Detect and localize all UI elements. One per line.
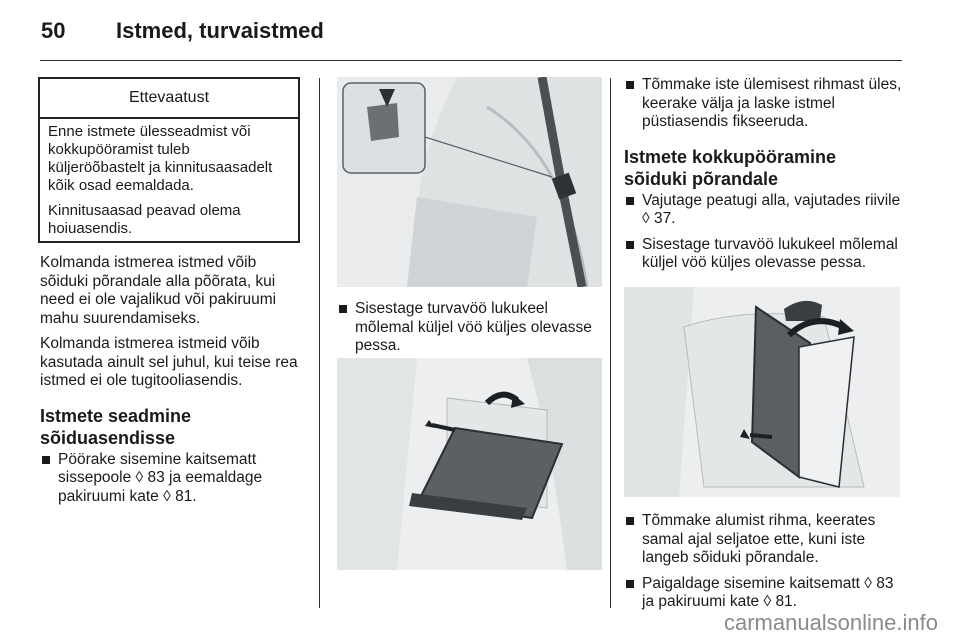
- list-item: [40, 451, 308, 507]
- illustration-seat-raise: [337, 358, 602, 570]
- list-item: [624, 192, 904, 229]
- column-2-text: [337, 300, 607, 356]
- section-heading-fold: Istmete kokkupööramine sõiduki põrandale: [624, 146, 837, 189]
- bullet-square-icon: [42, 456, 50, 464]
- warning-heading: Ettevaatust: [40, 79, 298, 119]
- paragraph-usage: Kolmanda istmerea istmeid võib kasutada ainult sel juhul, kui teise rea istmed ei ole tugitooliasendis.: [40, 335, 298, 389]
- section-heading-upright: Istmete seadmine sõiduasendisse: [40, 405, 192, 448]
- header-rule: [40, 60, 902, 61]
- illustration-seatbelt: [337, 77, 602, 287]
- column-divider-2: [610, 78, 611, 608]
- warning-box: [38, 77, 300, 243]
- list-item-text: Pöörake sisemine kaitsematt sissepoole ◊ 83 ja eemaldage pakiruumi kate ◊ 81.: [58, 450, 263, 505]
- bullet-square-icon: [626, 241, 634, 249]
- warning-paragraph-1: Enne istmete ülesseadmist või kokkupööramist tuleb küljeröõbastelt ja kinnitusaasadelt kõik osad eemaldada.: [48, 123, 273, 194]
- bullet-square-icon: [339, 305, 347, 313]
- list-item-text: Paigaldage sisemine kaitsematt ◊ 83 ja pakiruumi kate ◊ 81.: [642, 574, 894, 610]
- bullet-square-icon: [626, 197, 634, 205]
- list-item: [624, 236, 904, 273]
- page-title: Istmed, turvaistmed: [116, 18, 324, 43]
- column-3-top-text: [624, 76, 904, 273]
- bullet-square-icon: [626, 517, 634, 525]
- page-number: 50: [41, 18, 66, 43]
- list-item-text: Tõmmake iste ülemisest rihmast üles, keerake välja ja laske istmel püstiasendis fikseeruda.: [642, 76, 902, 130]
- column-1-text: [40, 254, 308, 506]
- column-divider-1: [319, 78, 320, 608]
- bullet-square-icon: [626, 81, 634, 89]
- list-item: [337, 300, 607, 356]
- column-3-bottom-text: [624, 512, 904, 612]
- paragraph-fold-down: Kolmanda istmerea istmed võib sõiduki põrandale alla põõrata, kui need ei ole vajalikud või pakiruumi mahu suurendamiseks.: [40, 254, 277, 327]
- list-item-text: Sisestage turvavöö lukukeel mõlemal küljel vöö küljes olevasse pessa.: [355, 300, 592, 354]
- illustration-seat-fold: [624, 287, 900, 497]
- list-item: [624, 76, 904, 132]
- list-item: [624, 512, 904, 568]
- list-item-text: Tõmmake alumist rihma, keerates samal ajal seljatoe ette, kuni iste langeb sõiduki põrandale.: [642, 512, 876, 566]
- list-item: [624, 575, 904, 612]
- bullet-square-icon: [626, 580, 634, 588]
- watermark: carmanualsonline.info: [723, 610, 938, 635]
- list-item-text: Sisestage turvavöö lukukeel mõlemal küljel vöö küljes olevasse pessa.: [642, 235, 898, 271]
- list-item-text: Vajutage peatugi alla, vajutades riivile ◊ 37.: [642, 191, 901, 227]
- warning-paragraph-2: Kinnitusaasad peavad olema hoiuasendis.: [48, 202, 241, 237]
